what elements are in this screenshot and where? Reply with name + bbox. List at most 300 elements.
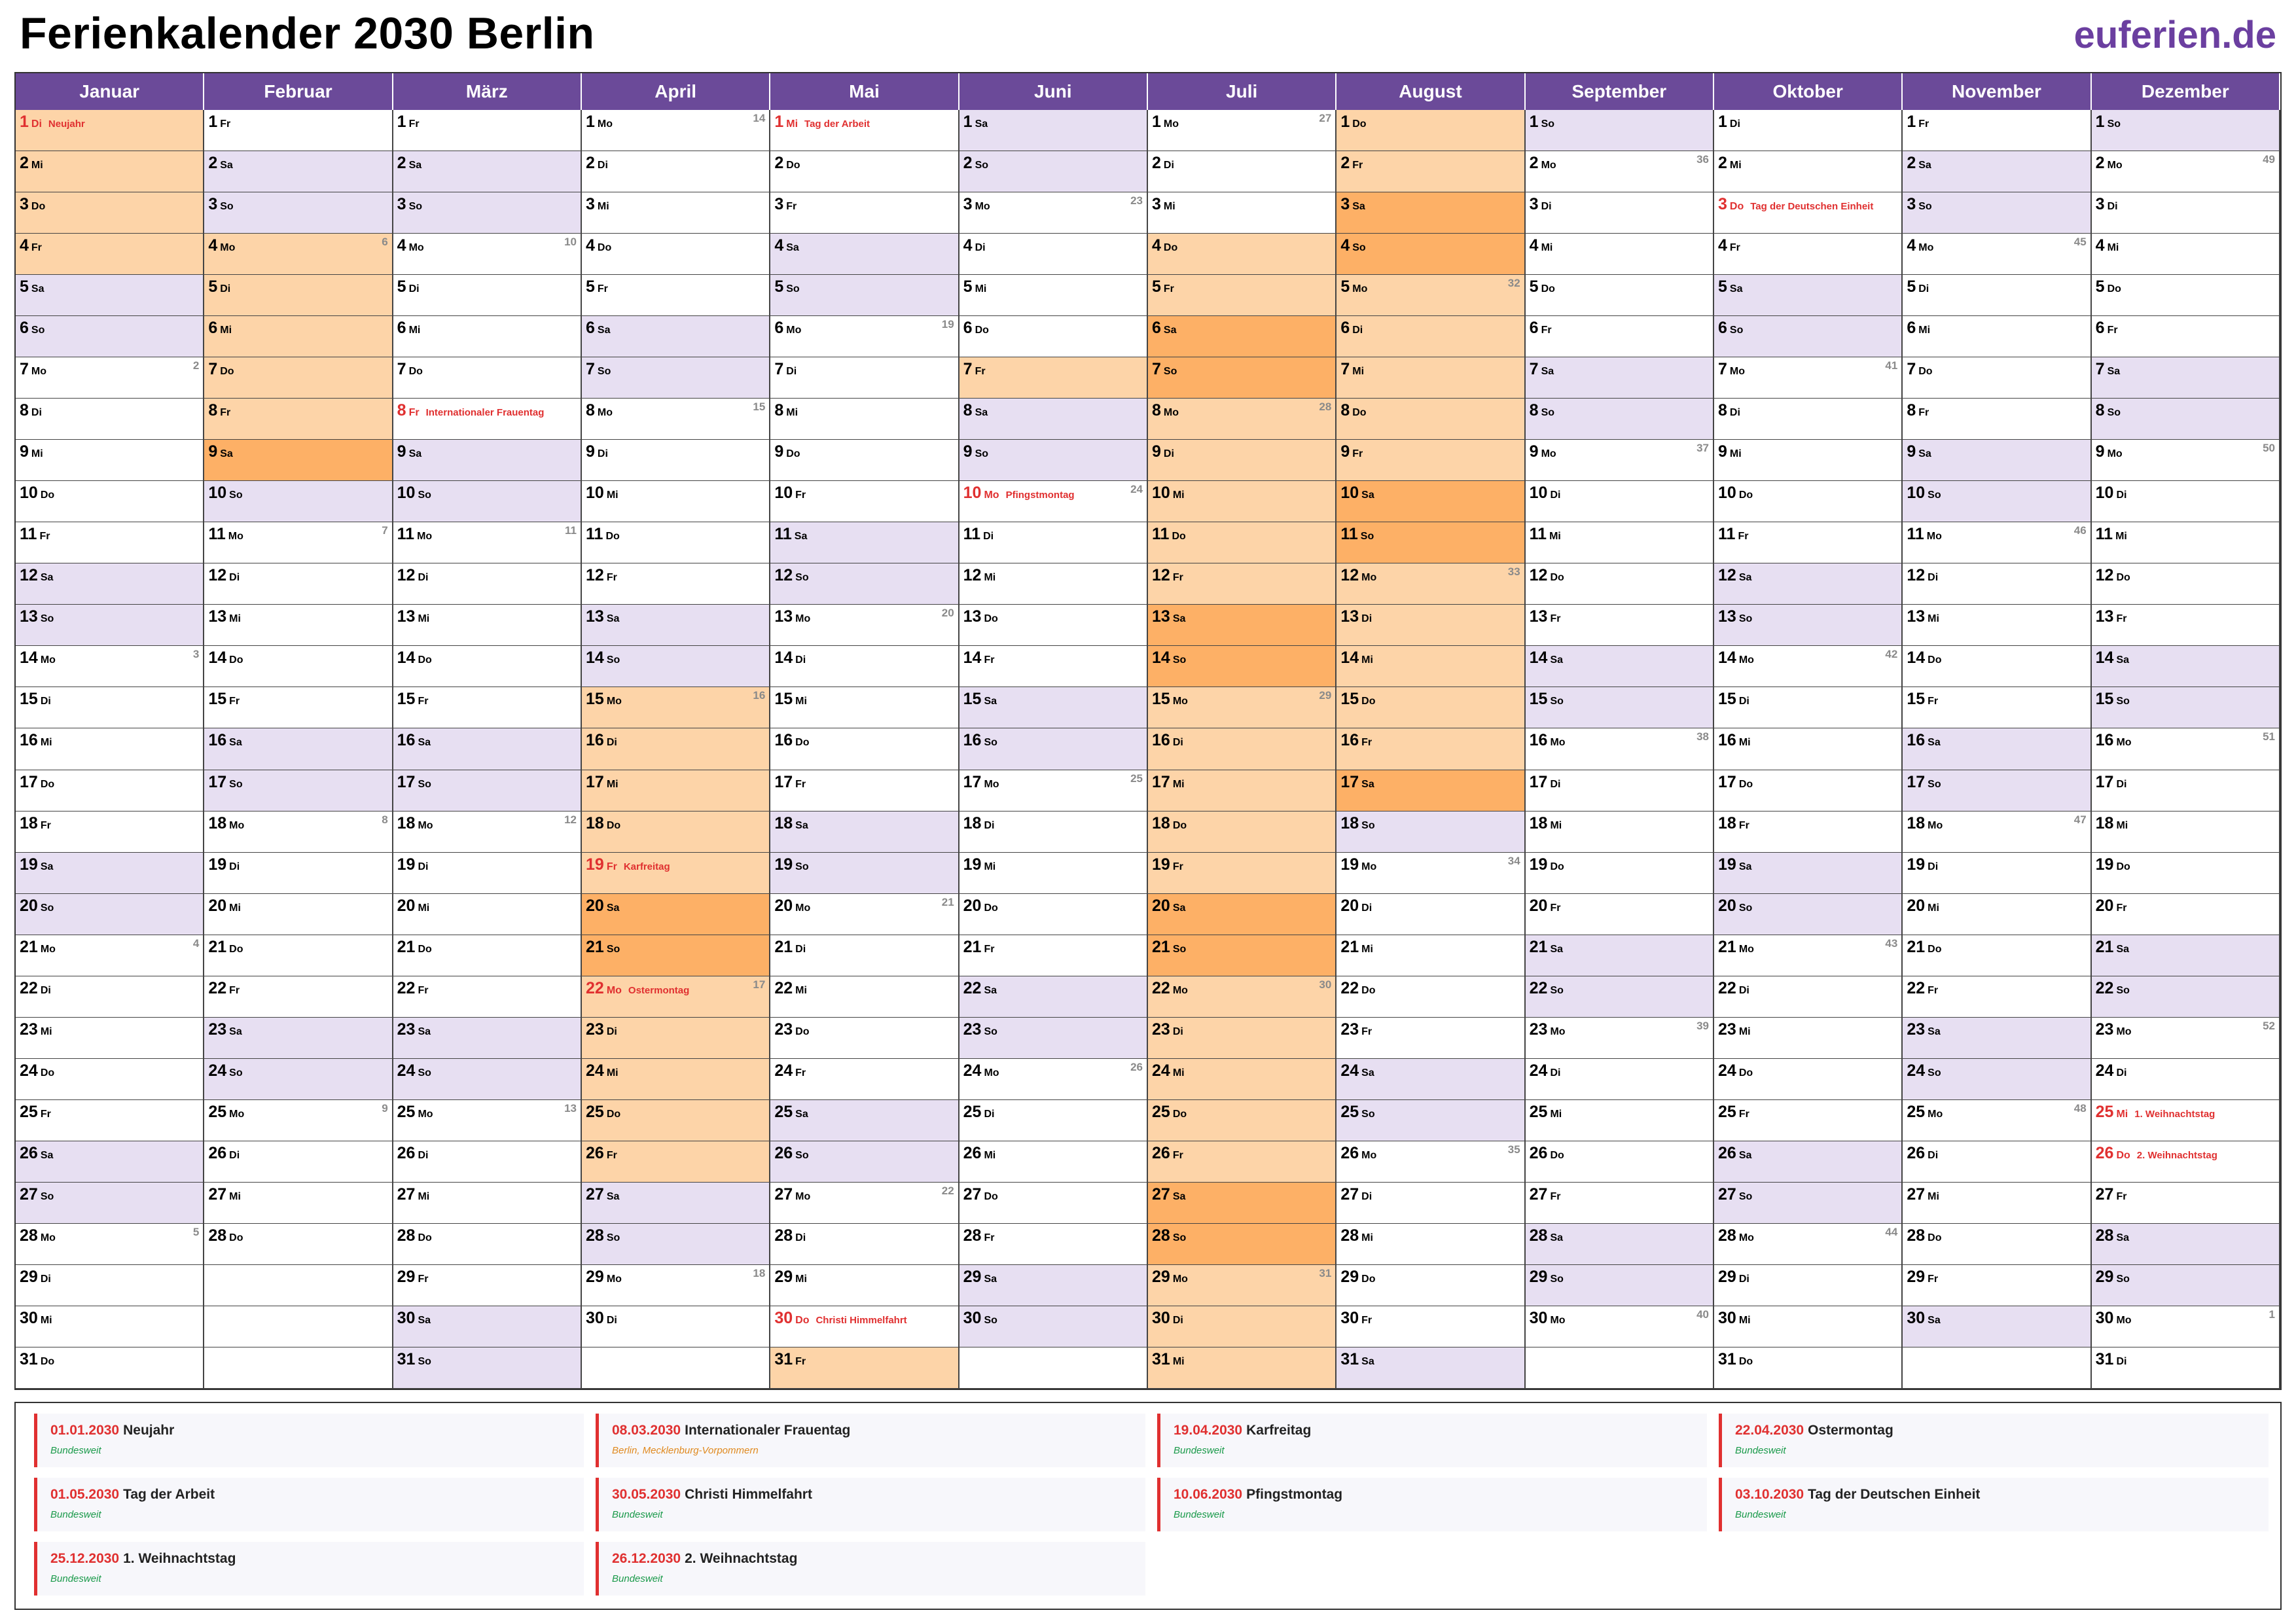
- day-cell: [1903, 687, 2091, 728]
- legend-item: [596, 1414, 1145, 1467]
- week-number: 18: [753, 1266, 766, 1279]
- weekday-label: Fr: [1918, 407, 1929, 419]
- day-number: 9 Mi: [20, 442, 43, 461]
- weekday-label: Do: [2107, 283, 2121, 295]
- weekday-label: So: [40, 1190, 54, 1202]
- day-number: 6 Do: [963, 319, 989, 338]
- day-number: 12 Mi: [963, 566, 996, 585]
- day-cell: [1148, 440, 1336, 481]
- day-number: 21 Di: [774, 937, 806, 956]
- day-number: 14 Mo: [20, 649, 56, 668]
- weekday-label: Mi: [1172, 1355, 1185, 1367]
- holiday-name: Christi Himmelfahrt: [816, 1314, 907, 1326]
- day-cell: [770, 234, 959, 275]
- week-number: 34: [1507, 854, 1520, 867]
- weekday-label: Do: [1729, 201, 1744, 213]
- week-number: 43: [1885, 936, 1898, 950]
- weekday-label: Mi: [40, 737, 52, 749]
- day-number: 18 Mi: [2095, 813, 2128, 832]
- holiday-name: Karfreitag: [623, 861, 670, 872]
- day-cell: [770, 1141, 959, 1183]
- weekday-label: So: [229, 1067, 243, 1079]
- week-number: 29: [1319, 689, 1332, 702]
- weekday-label: Fr: [1172, 1149, 1183, 1161]
- day-number: 16 Sa: [397, 731, 431, 750]
- weekday-label: So: [1172, 654, 1187, 666]
- weekday-label: So: [418, 1355, 431, 1367]
- day-cell: [1336, 812, 1525, 853]
- day-cell: [1714, 1224, 1903, 1265]
- legend-date: 03.10.2030 Tag der Deutschen Einheit: [1735, 1487, 1981, 1502]
- weekday-label: Di: [2116, 1355, 2127, 1367]
- day-cell: [16, 357, 204, 399]
- weekday-label: Di: [795, 654, 806, 666]
- day-number: 26 Fr: [586, 1143, 617, 1162]
- day-cell: [582, 935, 770, 976]
- day-cell: [1526, 976, 1714, 1018]
- weekday-label: Di: [229, 861, 240, 872]
- day-cell: [1336, 1059, 1525, 1100]
- weekday-label: So: [31, 325, 45, 336]
- legend-region: Bundesweit: [50, 1509, 101, 1520]
- day-number: 24 Mi: [586, 1061, 619, 1080]
- day-cell: [770, 522, 959, 563]
- day-cell: [1148, 1347, 1336, 1389]
- day-cell: [204, 151, 393, 192]
- weekday-label: Fr: [795, 490, 806, 501]
- weekday-label: Mi: [1541, 242, 1553, 254]
- day-cell: [1526, 1100, 1714, 1141]
- day-number: 31 Mi: [1152, 1349, 1185, 1368]
- day-number: 19 So: [774, 855, 809, 874]
- day-number: 18 Mo: [208, 813, 245, 832]
- day-number: 26 Do 2. Weihnachtstag: [2095, 1143, 2217, 1162]
- weekday-label: So: [40, 613, 54, 625]
- day-cell: [582, 440, 770, 481]
- day-cell: [770, 1224, 959, 1265]
- day-cell: [393, 1018, 582, 1059]
- weekday-label: Mi: [606, 778, 619, 790]
- day-cell: [1148, 151, 1336, 192]
- weekday-label: Mi: [1172, 1067, 1185, 1079]
- weekday-label: Mi: [1738, 1314, 1751, 1326]
- day-cell: [1148, 1265, 1336, 1306]
- day-cell: [1903, 1265, 2091, 1306]
- day-number: 12 Di: [1907, 566, 1939, 585]
- day-number: 10 Di: [1529, 484, 1561, 503]
- weekday-label: Sa: [984, 1273, 997, 1285]
- weekday-label: So: [984, 1026, 997, 1037]
- week-number: 16: [753, 689, 766, 702]
- weekday-label: Fr: [2116, 902, 2127, 914]
- day-number: 18 Fr: [1718, 813, 1749, 832]
- day-cell: [960, 1018, 1148, 1059]
- day-cell: [16, 1183, 204, 1224]
- day-cell: [770, 728, 959, 770]
- day-cell: [393, 192, 582, 234]
- weekday-label: Fr: [408, 407, 420, 419]
- day-number: 9 Mo: [1529, 442, 1556, 461]
- weekday-label: Di: [1172, 1314, 1183, 1326]
- day-number: 24 Di: [1529, 1061, 1561, 1080]
- weekday-label: Mo: [1550, 1026, 1566, 1037]
- day-cell: [1336, 563, 1525, 605]
- day-number: 17 Fr: [774, 772, 806, 791]
- day-cell: [1903, 316, 2091, 357]
- month-header-2: März: [393, 73, 582, 110]
- day-cell: [582, 316, 770, 357]
- weekday-label: So: [606, 1232, 620, 1243]
- day-number: 25 Do: [586, 1102, 621, 1121]
- day-cell: [1714, 1100, 1903, 1141]
- day-cell: [204, 812, 393, 853]
- legend-holiday-name: Internationaler Frauentag: [685, 1423, 851, 1438]
- weekday-label: Do: [975, 325, 989, 336]
- weekday-label: Do: [597, 242, 612, 254]
- day-number: 16 Mo: [1529, 731, 1566, 750]
- day-number: 30 So: [963, 1308, 997, 1327]
- legend-region: Bundesweit: [1174, 1509, 1225, 1520]
- day-cell: [1526, 853, 1714, 894]
- weekday-label: Do: [2116, 572, 2130, 584]
- weekday-label: Mi: [1918, 325, 1931, 336]
- day-number: 12 Sa: [20, 566, 54, 585]
- day-cell: [204, 687, 393, 728]
- weekday-label: Di: [31, 118, 42, 130]
- day-number: 13 Mi: [397, 607, 430, 626]
- day-number: 5 Di: [208, 277, 231, 296]
- day-number: 14 Sa: [1529, 649, 1564, 668]
- weekday-label: Mo: [1361, 572, 1377, 584]
- weekday-label: Do: [984, 1190, 998, 1202]
- day-cell: [2092, 1059, 2280, 1100]
- weekday-label: Sa: [1928, 1026, 1941, 1037]
- week-number: 24: [1130, 483, 1143, 496]
- weekday-label: Mo: [1361, 1149, 1377, 1161]
- weekday-label: So: [606, 943, 620, 955]
- day-number: 28 Mo: [1718, 1226, 1754, 1245]
- day-cell: [1148, 1141, 1336, 1183]
- weekday-label: Di: [2116, 490, 2127, 501]
- day-number: 6 Sa: [1152, 319, 1177, 338]
- day-cell: [1526, 770, 1714, 812]
- day-number: 29 Di: [20, 1267, 51, 1286]
- weekday-label: Fr: [1163, 283, 1174, 295]
- week-number: 39: [1696, 1019, 1709, 1032]
- day-number: 2 Mi: [1718, 154, 1742, 173]
- day-number: 9 Fr: [1340, 442, 1363, 461]
- month-header-1: Februar: [204, 73, 393, 110]
- weekday-label: Di: [408, 283, 420, 295]
- weekday-label: Sa: [1738, 861, 1752, 872]
- weekday-label: Do: [795, 737, 810, 749]
- day-number: 29 Fr: [1907, 1267, 1939, 1286]
- day-number: 27 Sa: [586, 1185, 620, 1204]
- day-number: 19 Sa: [20, 855, 54, 874]
- day-number: 6 So: [20, 319, 45, 338]
- day-number: 10 So: [208, 484, 243, 503]
- legend-holiday-name: Pfingstmontag: [1246, 1487, 1343, 1502]
- day-cell: [1336, 399, 1525, 440]
- day-cell: [770, 1059, 959, 1100]
- weekday-label: Di: [1928, 572, 1939, 584]
- weekday-label: Di: [1928, 1149, 1939, 1161]
- day-cell: [770, 357, 959, 399]
- weekday-label: So: [1550, 1273, 1564, 1285]
- day-number: 4 Sa: [774, 236, 799, 255]
- weekday-label: Sa: [408, 160, 422, 171]
- weekday-label: Mo: [606, 696, 622, 707]
- day-cell: [1336, 1224, 1525, 1265]
- day-cell: [1336, 728, 1525, 770]
- weekday-label: Sa: [1172, 613, 1186, 625]
- day-cell: [960, 275, 1148, 316]
- day-number: 5 Fr: [586, 277, 608, 296]
- empty-cell: [204, 1306, 393, 1347]
- weekday-label: Sa: [786, 242, 799, 254]
- day-number: 30 Sa: [397, 1308, 431, 1327]
- weekday-label: Di: [984, 1108, 995, 1120]
- weekday-label: Di: [795, 1232, 806, 1243]
- day-number: 7 Mo: [1718, 360, 1746, 379]
- day-number: 18 Mo: [397, 813, 433, 832]
- week-number: 20: [941, 607, 954, 620]
- day-cell: [1148, 853, 1336, 894]
- weekday-label: Di: [1918, 283, 1929, 295]
- weekday-label: So: [418, 1067, 431, 1079]
- day-number: 20 Do: [963, 896, 998, 915]
- day-cell: [1526, 316, 1714, 357]
- day-cell: [1526, 646, 1714, 687]
- day-cell: [960, 646, 1148, 687]
- day-number: 13 Mi: [1907, 607, 1939, 626]
- weekday-label: Do: [1172, 1108, 1187, 1120]
- day-cell: [960, 522, 1148, 563]
- day-number: 16 Mi: [1718, 731, 1751, 750]
- day-cell: [1714, 812, 1903, 853]
- weekday-label: So: [229, 490, 243, 501]
- day-cell: [960, 1306, 1148, 1347]
- day-cell: [204, 935, 393, 976]
- day-number: 21 Fr: [963, 937, 995, 956]
- weekday-label: Mi: [606, 490, 619, 501]
- day-number: 1 Fr: [397, 113, 420, 131]
- holiday-name: Tag der Deutschen Einheit: [1750, 201, 1874, 213]
- day-cell: [16, 522, 204, 563]
- weekday-label: Di: [1163, 448, 1174, 460]
- weekday-label: Mo: [228, 531, 243, 543]
- day-number: 25 Sa: [774, 1102, 808, 1121]
- day-cell: [393, 399, 582, 440]
- weekday-label: Do: [795, 1314, 810, 1326]
- weekday-label: So: [2116, 1273, 2130, 1285]
- week-number: 36: [1696, 153, 1709, 166]
- weekday-label: Mi: [1352, 366, 1365, 378]
- day-cell: [582, 605, 770, 646]
- day-number: 23 Do: [774, 1020, 810, 1039]
- day-cell: [2092, 646, 2280, 687]
- day-cell: [1903, 1100, 2091, 1141]
- day-number: 25 Mi: [1529, 1102, 1562, 1121]
- day-cell: [1714, 522, 1903, 563]
- day-number: 24 So: [208, 1061, 243, 1080]
- weekday-label: Sa: [2116, 1232, 2130, 1243]
- day-cell: [204, 481, 393, 522]
- day-cell: [582, 770, 770, 812]
- weekday-label: Fr: [1352, 160, 1363, 171]
- weekday-label: Mi: [795, 696, 807, 707]
- weekday-label: Fr: [39, 531, 50, 543]
- day-cell: [16, 894, 204, 935]
- day-cell: [582, 192, 770, 234]
- day-cell: [393, 646, 582, 687]
- day-number: 25 Fr: [20, 1102, 51, 1121]
- week-number: 2: [192, 359, 200, 372]
- day-number: 20 Fr: [1529, 896, 1561, 915]
- day-cell: [1903, 728, 2091, 770]
- day-number: 28 Fr: [963, 1226, 995, 1245]
- weekday-label: Mo: [40, 1232, 56, 1243]
- day-cell: [2092, 728, 2280, 770]
- day-number: 5 Sa: [20, 277, 45, 296]
- weekday-label: Mi: [1738, 1026, 1751, 1037]
- day-cell: [1903, 976, 2091, 1018]
- weekday-label: Sa: [2107, 366, 2121, 378]
- weekday-label: Do: [40, 1067, 55, 1079]
- weekday-label: Mi: [229, 1190, 241, 1202]
- weekday-label: Mi: [2116, 819, 2128, 831]
- weekday-label: Di: [40, 1273, 51, 1285]
- day-cell: [16, 440, 204, 481]
- weekday-label: Fr: [2116, 613, 2127, 625]
- legend-item: [1719, 1478, 2269, 1531]
- day-cell: [1903, 1224, 2091, 1265]
- day-number: 8 So: [2095, 401, 2121, 420]
- day-cell: [1714, 481, 1903, 522]
- day-number: 11 So: [1340, 525, 1374, 544]
- day-number: 8 Di: [20, 401, 42, 420]
- weekday-label: So: [786, 283, 800, 295]
- weekday-label: Sa: [1550, 943, 1564, 955]
- weekday-label: So: [418, 778, 431, 790]
- day-number: 27 So: [20, 1185, 54, 1204]
- weekday-label: Mo: [795, 1190, 811, 1202]
- day-number: 5 Sa: [1718, 277, 1743, 296]
- day-cell: [770, 894, 959, 935]
- day-number: 30 Mo: [1529, 1308, 1566, 1327]
- month-header-7: August: [1336, 73, 1525, 110]
- day-number: 11 Di: [963, 525, 994, 544]
- day-number: 27 So: [1718, 1185, 1753, 1204]
- weekday-label: So: [220, 201, 234, 213]
- day-cell: [770, 1100, 959, 1141]
- day-cell: [2092, 399, 2280, 440]
- day-cell: [770, 935, 959, 976]
- day-cell: [1903, 605, 2091, 646]
- day-number: 23 Sa: [397, 1020, 431, 1039]
- weekday-label: Mo: [229, 819, 245, 831]
- day-number: 4 Mi: [2095, 236, 2119, 255]
- day-cell: [1903, 192, 2091, 234]
- day-cell: [1714, 728, 1903, 770]
- weekday-label: Mo: [795, 613, 811, 625]
- day-number: 22 Di: [20, 978, 51, 997]
- day-number: 30 Fr: [1340, 1308, 1372, 1327]
- day-number: 29 So: [1529, 1267, 1564, 1286]
- day-number: 15 So: [2095, 690, 2130, 709]
- weekday-label: So: [1738, 902, 1753, 914]
- day-number: 26 Mo: [1340, 1143, 1377, 1162]
- weekday-label: Di: [418, 861, 429, 872]
- day-cell: [2092, 1183, 2280, 1224]
- weekday-label: Mi: [786, 407, 798, 419]
- weekday-label: Fr: [40, 819, 51, 831]
- day-cell: [1526, 151, 1714, 192]
- weekday-label: Fr: [1928, 984, 1939, 996]
- legend-region: Bundesweit: [612, 1573, 663, 1584]
- day-number: 20 Mo: [774, 896, 811, 915]
- day-cell: [770, 1306, 959, 1347]
- week-number: 46: [2073, 524, 2087, 537]
- day-number: 28 Sa: [2095, 1226, 2130, 1245]
- day-number: 21 Do: [208, 937, 243, 956]
- weekday-label: Mi: [786, 118, 798, 130]
- weekday-label: Mi: [1549, 531, 1561, 543]
- day-number: 5 Mo: [1340, 277, 1368, 296]
- day-number: 26 Sa: [1718, 1143, 1752, 1162]
- weekday-label: Mo: [1172, 696, 1188, 707]
- day-cell: [2092, 1306, 2280, 1347]
- day-number: 9 Mo: [2095, 442, 2123, 461]
- weekday-label: Sa: [1738, 572, 1752, 584]
- day-number: 14 Mi: [1340, 649, 1373, 668]
- weekday-label: Do: [40, 1355, 55, 1367]
- day-number: 1 Sa: [963, 113, 988, 131]
- day-number: 24 So: [397, 1061, 431, 1080]
- day-number: 24 So: [1907, 1061, 1941, 1080]
- weekday-label: So: [1172, 943, 1187, 955]
- weekday-label: Di: [1550, 490, 1561, 501]
- weekday-label: Mo: [1738, 654, 1754, 666]
- day-cell: [1714, 976, 1903, 1018]
- weekday-label: Do: [2116, 861, 2130, 872]
- day-number: 31 So: [397, 1349, 431, 1368]
- day-cell: [393, 1265, 582, 1306]
- day-number: 12 Fr: [1152, 566, 1183, 585]
- weekday-label: So: [1541, 407, 1555, 419]
- day-number: 22 Di: [1718, 978, 1749, 997]
- weekday-label: Mi: [1729, 160, 1742, 171]
- holiday-name: Tag der Arbeit: [804, 118, 870, 130]
- weekday-label: Mi: [1172, 778, 1185, 790]
- day-number: 29 Fr: [397, 1267, 429, 1286]
- day-number: 30 Mi: [20, 1308, 52, 1327]
- day-number: 11 Mo: [208, 525, 243, 544]
- brand-logo[interactable]: euferien.de: [2073, 14, 2276, 56]
- weekday-label: Di: [1738, 1273, 1749, 1285]
- weekday-label: So: [1541, 118, 1555, 130]
- day-cell: [393, 770, 582, 812]
- day-number: 12 Do: [1529, 566, 1564, 585]
- weekday-label: Fr: [1172, 861, 1183, 872]
- weekday-label: Mo: [2107, 160, 2123, 171]
- day-cell: [1336, 275, 1525, 316]
- legend-date: 10.06.2030 Pfingstmontag: [1174, 1487, 1343, 1502]
- weekday-label: Mi: [2107, 242, 2119, 254]
- weekday-label: Mi: [1163, 201, 1175, 213]
- weekday-label: Fr: [1918, 118, 1929, 130]
- weekday-label: Sa: [1361, 778, 1374, 790]
